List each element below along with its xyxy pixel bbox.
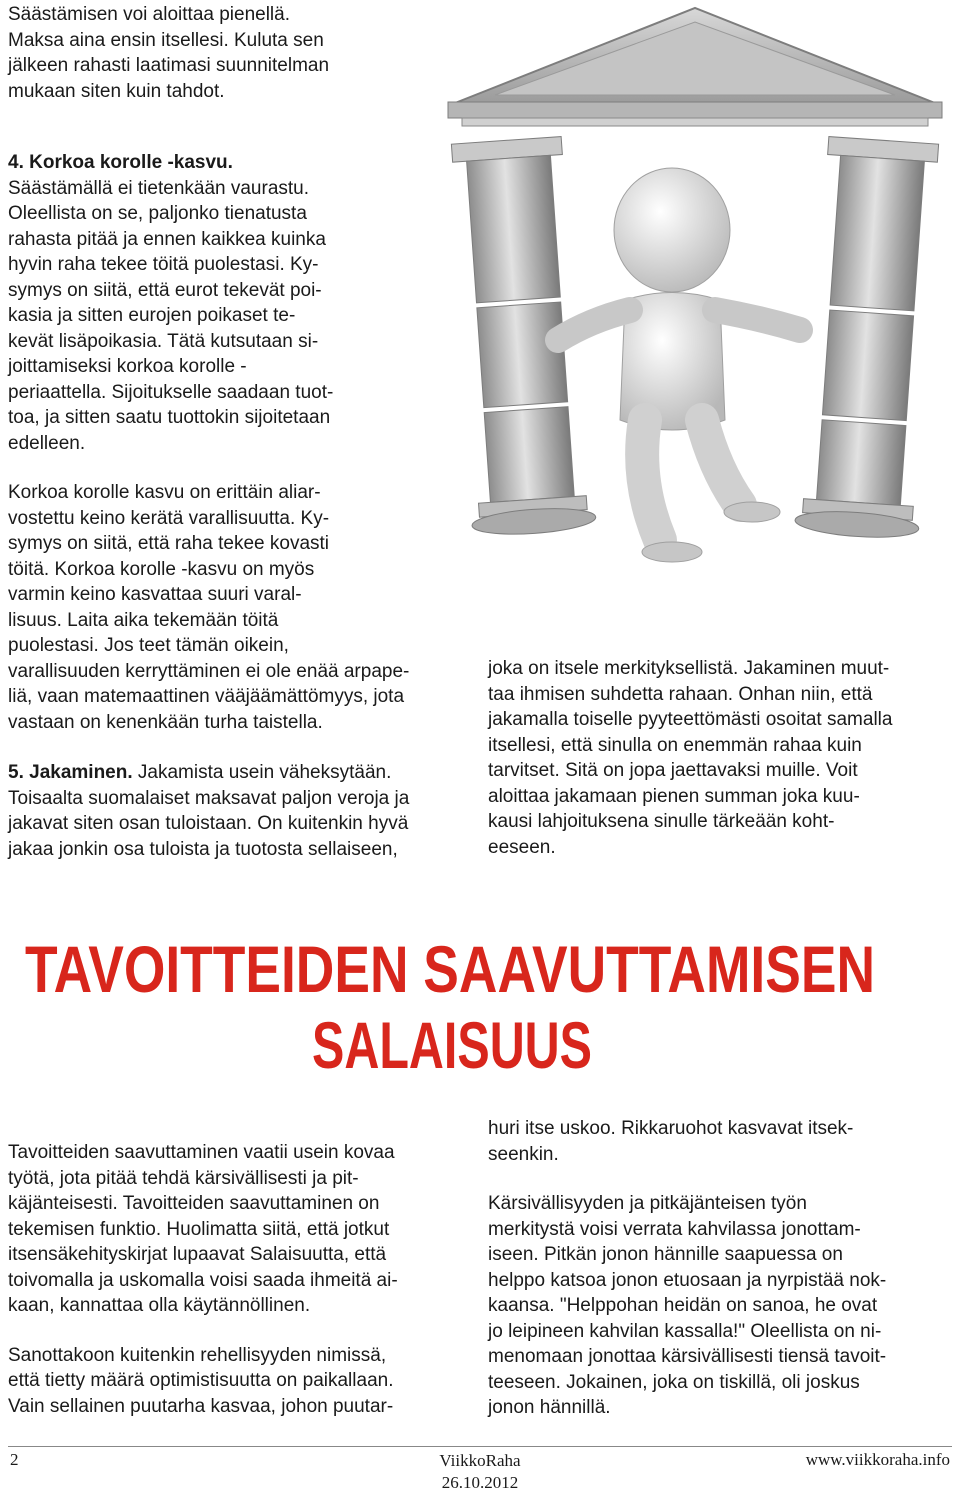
text-line: toivomalla ja uskomalla voisi saada ihmeitä ai- — [8, 1269, 398, 1291]
section-5-heading: 5. Jakaminen. — [8, 762, 133, 783]
headline-line-1: TAVOITTEIDEN SAAVUTTAMISEN — [25, 932, 875, 1006]
section-4-heading: 4. Korkoa korolle -kasvu. — [8, 152, 233, 173]
text-line: menomaan jonottaa kärsivällisesti tiensä tavoit- — [488, 1346, 887, 1367]
footer-divider — [8, 1446, 952, 1447]
text-line: että tietty määrä optimistisuutta on paikallaan. — [8, 1370, 394, 1391]
text-line: Sanottakoon kuitenkin rehellisyyden nimissä, — [8, 1344, 387, 1366]
text-line: rahasta pitää ja ennen kaikkea kuinka — [8, 228, 326, 250]
text-line: lisuus. Laita aika tekemään töitä — [8, 609, 279, 631]
text-line: liä, vaan matemaattinen vääjäämättömyys, jota — [8, 686, 405, 707]
text-line: symys on siitä, että raha tekee kovasti — [8, 533, 330, 554]
text-line: Oleellista on se, paljonko tienatusta — [8, 203, 307, 224]
text-line: Toisaalta suomalaiset maksavat paljon veroja ja — [8, 787, 410, 809]
page-number: 2 — [10, 1450, 19, 1469]
text-line: kausi lahjoituksena sinulle tärkeään koht- — [488, 811, 835, 832]
text-line: joittamiseksi korkoa korolle - — [8, 356, 247, 377]
text-line: vastaan on kenenkään turha taistella. — [8, 711, 323, 733]
text-line: itsellesi, että sinulla on enemmän rahaa kuin — [488, 734, 862, 756]
intro-paragraph — [8, 2, 388, 104]
publication-name: ViikkoRaha — [439, 1451, 521, 1470]
section-4 — [8, 150, 388, 456]
text-line: kevät lisäpoikasia. Tätä kutsutaan si- — [8, 330, 319, 352]
bottom-left-column — [8, 1140, 468, 1419]
text-line: hyvin raha tekee töitä puolestasi. Ky- — [8, 254, 319, 275]
text-line: vostettu keino kerätä varallisuutta. Ky- — [8, 507, 330, 529]
text-line: merkitystä voisi verrata kahvilassa jonottam- — [488, 1218, 861, 1240]
text-line: töitä. Korkoa korolle -kasvu on myös — [8, 558, 315, 580]
text-line: symys on siitä, että eurot tekevät poi- — [8, 279, 322, 301]
right-column-paragraph — [488, 656, 954, 860]
text-line: Säästämisen voi aloittaa pienellä. — [8, 4, 291, 25]
text-line: eeseen. — [488, 836, 556, 858]
headline-banner — [0, 920, 960, 1080]
text-line: Maksa aina ensin itsellesi. Kuluta sen — [8, 29, 324, 51]
text-line: teeseen. Jokainen, joka on tiskillä, oli joskus — [488, 1371, 860, 1393]
text-line: edelleen. — [8, 432, 86, 454]
text-line: varmin keino kasvattaa suuri varal- — [8, 584, 302, 605]
text-line: jälkeen rahasti laatimasi suunnitelman — [8, 55, 330, 76]
text-line: jakavat siten osan tuloistaan. On kuitenkin hyvä — [8, 813, 409, 834]
text-line: Säästämällä ei tietenkään vaurastu. — [8, 177, 310, 199]
compound-interest-paragraph — [8, 480, 478, 735]
section-5 — [8, 760, 478, 862]
text-line: tarvitset. Sitä on jopa jaettavaksi muille. Voit — [488, 760, 858, 781]
text-line: helppo katsoa jonon etuosaan ja nyrpistää nok- — [488, 1269, 887, 1291]
text-line: itsensäkehityskirjat lupaavat Salaisuutta, että — [8, 1244, 387, 1265]
text-line: taa ihmisen suhdetta rahaan. Onhan niin, että — [488, 683, 873, 705]
text-line: jakamalla toiselle pyyteettömästi osoitat samalla — [488, 709, 893, 730]
website-link[interactable]: www.viikkoraha.info — [805, 1450, 950, 1469]
text-line: kasia ja sitten eurojen poikaset te- — [8, 305, 296, 326]
text-line: puolestasi. Jos teet tämän oikein, — [8, 635, 289, 656]
text-line: iseen. Pitkän jonon hännille saapuessa on — [488, 1244, 843, 1265]
text-line: varallisuuden kerryttäminen ei ole enää arpape- — [8, 660, 410, 682]
text-line: huri itse uskoo. Rikkaruohot kasvavat itsek- — [488, 1118, 854, 1139]
text-line: Vain sellainen puutarha kasvaa, johon puutar- — [8, 1395, 394, 1417]
text-line: mukaan siten kuin tahdot. — [8, 80, 225, 102]
text-line: periaattella. Sijoitukselle saadaan tuot- — [8, 381, 334, 403]
temple-figure-illustration — [440, 0, 960, 650]
text-line: jonon hännillä. — [488, 1397, 611, 1418]
text-line: Korkoa korolle kasvu on erittäin aliar- — [8, 482, 321, 503]
text-line: työtä, jota pitää tehdä kärsivällisesti ja pit- — [8, 1167, 359, 1189]
text-line: toa, ja sitten saatu tuottokin sijoitetaan — [8, 407, 331, 428]
text-line: Jakamista usein väheksytään. — [132, 762, 392, 783]
text-line: seenkin. — [488, 1143, 559, 1165]
text-line: aloittaa jakamaan pienen summan joka kuu- — [488, 785, 860, 807]
headline-line-2: SALAISUUS — [312, 1008, 592, 1080]
bottom-right-column — [488, 1116, 954, 1421]
publication-date: 26.10.2012 — [441, 1473, 519, 1492]
text-line: jakaa jonkin osa tuloista ja tuotosta sellaiseen, — [8, 838, 398, 860]
text-line: Kärsivällisyyden ja pitkäjänteisen työn — [488, 1193, 807, 1214]
text-line: kaansa. "Helppohan heidän on sanoa, he ovat — [488, 1295, 878, 1316]
text-line: käjänteisesti. Tavoitteiden saavuttaminen on — [8, 1193, 380, 1214]
text-line: Tavoitteiden saavuttaminen vaatii usein kovaa — [8, 1142, 395, 1163]
text-line: tekemisen funktio. Huolimatta siitä, että jotkut — [8, 1218, 390, 1240]
text-line: kaan, kannattaa olla käytännöllinen. — [8, 1295, 311, 1316]
text-line: joka on itsele merkityksellistä. Jakaminen muut- — [488, 658, 890, 679]
page-footer — [0, 1446, 960, 1490]
text-line: jo leipineen kahvilan kassalla!" Oleellista on ni- — [488, 1320, 882, 1342]
